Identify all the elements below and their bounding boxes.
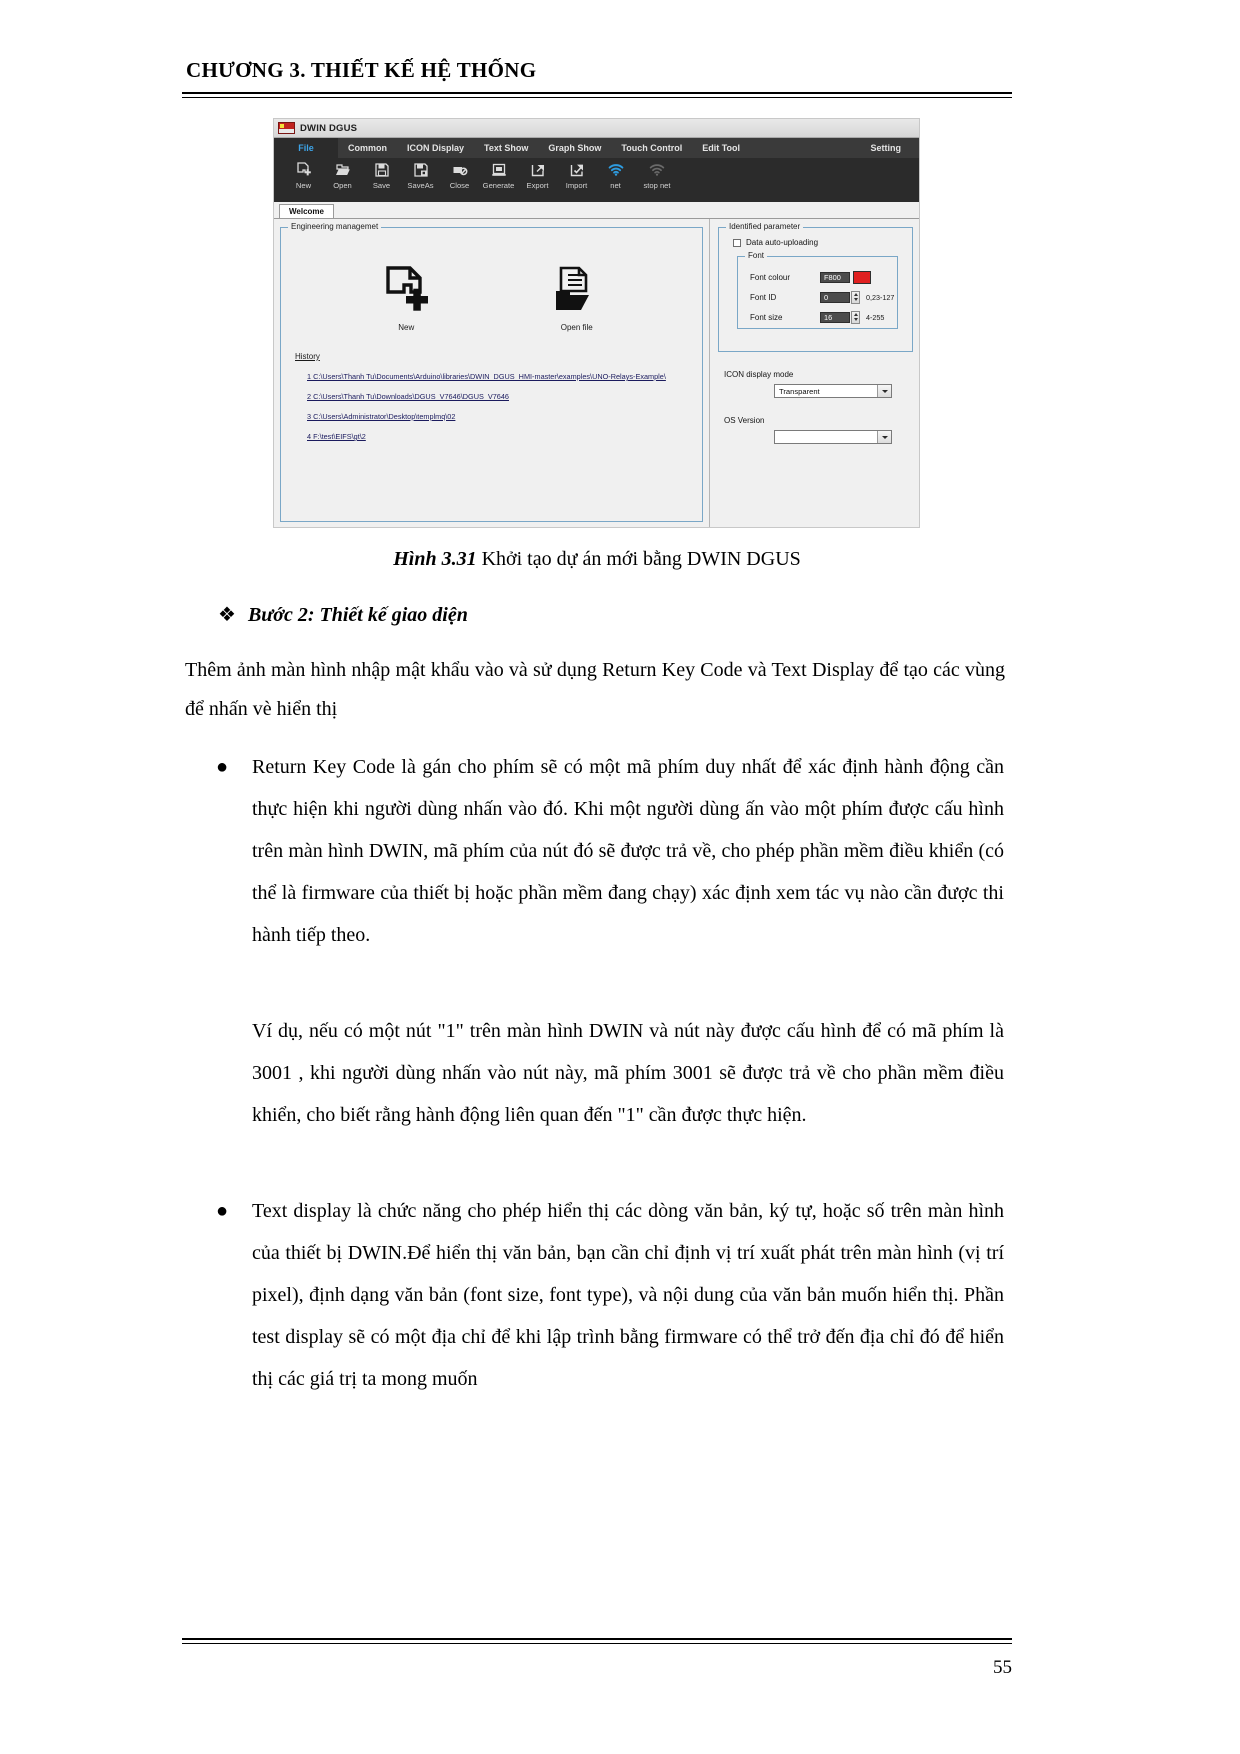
save-as-icon: [413, 161, 429, 179]
ribbon-net-button[interactable]: [596, 158, 635, 190]
ribbon-export-button[interactable]: [518, 158, 557, 190]
open-file-icon: [551, 264, 603, 316]
menu-edit-tool[interactable]: [692, 138, 750, 158]
ribbon-import-label: Import: [565, 181, 588, 190]
os-version-label: OS Version: [724, 416, 765, 425]
menu-touch-control[interactable]: [611, 138, 692, 158]
app-body: [274, 219, 919, 528]
font-colour-input[interactable]: F800: [820, 272, 850, 283]
history-item-1[interactable]: 1 C:\Users\Thanh Tu\Documents\Arduino\libraries\DWIN_DGUS_HMI-master\examples\UNO-Relays-Example\: [307, 372, 666, 381]
app-title: DWIN DGUS: [300, 122, 358, 134]
engineering-groupbox-title: Engineering managemet: [288, 222, 381, 231]
header-rule-thin: [182, 97, 1012, 98]
history-block: [281, 332, 702, 441]
wifi-on-icon: [608, 161, 624, 179]
figure-caption-text: Khởi tạo dự án mới bằng DWIN DGUS: [476, 548, 801, 570]
ribbon-export-label: Export: [526, 181, 549, 190]
ribbon-new-label: New: [295, 181, 312, 190]
step-heading: [218, 602, 468, 627]
icon-display-mode-select[interactable]: [774, 384, 892, 398]
chapter-header-text: CHƯƠNG 3. THIẾT KẾ HỆ THỐNG: [186, 58, 537, 82]
menu-touch-control-label: Touch Control: [621, 143, 683, 153]
ribbon-saveas-button[interactable]: [401, 158, 440, 190]
new-file-icon: [296, 161, 312, 179]
chevron-down-icon-2[interactable]: [877, 431, 891, 443]
app-titlebar: [274, 119, 919, 138]
save-disk-icon: [374, 161, 390, 179]
icon-display-mode-label: ICON display mode: [724, 370, 794, 379]
bullet-item-2-text: Text display là chức năng cho phép hiển thị các dòng văn bản, ký tự, hoặc số trên màn hình của thiết bị DWIN.Để hiển thị văn bản, bạn cần chỉ định vị trí xuất phát trên màn hình (vị trí pixel), định dạng văn bản (font size, font type), và nội dung của văn bản muốn hiển thị. Phần test display sẽ có một địa chỉ để khi lập trình bằng firmware có thể trở đến địa chỉ đó để hiển thị các giá trị ta mong muốn: [252, 1200, 1004, 1390]
step-heading-text: Bước 2: Thiết kế giao diện: [247, 604, 468, 626]
ribbon-generate-button[interactable]: [479, 158, 518, 190]
ribbon-close-label: Close: [449, 181, 470, 190]
import-icon: [569, 161, 585, 179]
bullet-item-1: [216, 746, 1004, 956]
chevron-down-icon[interactable]: [877, 385, 891, 397]
new-project-label: New: [398, 323, 415, 332]
ribbon-stopnet-label: stop net: [643, 181, 671, 190]
font-id-row: [738, 287, 897, 307]
figure-app-screenshot: [273, 118, 920, 528]
data-auto-uploading-checkbox[interactable]: [733, 239, 741, 247]
font-id-input[interactable]: 0: [820, 292, 850, 303]
history-item-2[interactable]: 2 C:\Users\Thanh Tu\Downloads\DGUS_V7646\DGUS_V7646: [307, 392, 509, 401]
chapter-header: [182, 58, 1012, 83]
identified-parameter-groupbox: [718, 222, 913, 352]
intro-paragraph: Thêm ảnh màn hình nhập mật khẩu vào và sử dụng Return Key Code và Text Display để tạo các vùng để nhấn vè hiển thị: [185, 659, 1005, 720]
ribbon-save-button[interactable]: [362, 158, 401, 190]
ribbon-saveas-label: SaveAs: [407, 181, 434, 190]
bullet-item-2: [216, 1190, 1004, 1400]
bullet-dot-icon-1: ●: [216, 756, 229, 778]
menu-setting-label: Setting: [870, 143, 901, 153]
close-icon: [452, 161, 468, 179]
menu-text-show[interactable]: [474, 138, 538, 158]
font-id-spinner[interactable]: [851, 291, 860, 304]
history-item-3[interactable]: 3 C:\Users\Administrator\Desktop\templmq\02: [307, 412, 456, 421]
menu-icon-display-label: ICON Display: [407, 143, 465, 153]
big-action-row: [281, 242, 702, 332]
footer-rule-thin: [182, 1643, 1012, 1644]
wifi-off-icon: [649, 161, 665, 179]
font-colour-row: [738, 267, 897, 287]
open-folder-icon: [335, 161, 351, 179]
font-size-input[interactable]: 16: [820, 312, 850, 323]
font-id-label: Font ID: [750, 292, 777, 302]
bullet-item-1-text: Return Key Code là gán cho phím sẽ có một mã phím duy nhất để xác định hành động cần thực hiện khi người dùng nhấn vào đó. Khi một người dùng ấn vào một phím được cấu hình trên màn hình DWIN, mã phím của nút đó sẽ được trả về, cho phép phần mềm điều khiển (có thể là firmware của thiết bị hoặc phần mềm đang chạy) xác định xem tác vụ nào cần được thi hành tiếp theo.: [252, 756, 1004, 946]
os-version-select[interactable]: [774, 430, 892, 444]
menu-setting[interactable]: [861, 138, 920, 158]
new-project-icon: [380, 264, 432, 316]
ribbon-import-button[interactable]: [557, 158, 596, 190]
header-rule-thick: [182, 92, 1012, 94]
menu-common-label: Common: [348, 143, 387, 153]
generate-icon: [491, 161, 507, 179]
example-paragraph: Ví dụ, nếu có một nút "1" trên màn hình DWIN và nút này được cấu hình để có mã phím là 3001 , khi người dùng nhấn vào nút này, mã phím 3001 sẽ được trả về cho phần mềm điều khiển, cho biết rằng hành động liên quan đến "1" cần được thực hiện.: [252, 1020, 1004, 1126]
footer-rule-thick: [182, 1638, 1012, 1640]
engineering-management-panel: [274, 219, 709, 528]
tab-welcome[interactable]: [279, 204, 334, 218]
ribbon-open-button[interactable]: [323, 158, 362, 190]
ribbon-generate-label: Generate: [482, 181, 515, 190]
bullet-dot-icon-2: ●: [216, 1200, 229, 1222]
open-file-button[interactable]: [522, 264, 632, 332]
font-size-hint: 4-255: [866, 312, 885, 322]
font-id-hint: 0,23-127: [866, 292, 895, 302]
menu-text-show-label: Text Show: [484, 143, 529, 153]
history-item-4[interactable]: 4 F:\test\EIFS\gt\2: [307, 432, 366, 441]
data-auto-uploading-row[interactable]: [727, 238, 904, 247]
menu-graph-show-label: Graph Show: [548, 143, 602, 153]
dwin-logo-icon: [278, 122, 295, 134]
open-file-label: Open file: [560, 323, 593, 332]
menu-common[interactable]: [338, 138, 397, 158]
menu-edit-tool-label: Edit Tool: [702, 143, 741, 153]
menu-file[interactable]: [274, 138, 338, 158]
engineering-groupbox: [280, 222, 703, 522]
menu-icon-display[interactable]: [397, 138, 474, 158]
font-size-label: Font size: [750, 312, 783, 322]
menu-graph-show[interactable]: [538, 138, 611, 158]
history-title: History: [295, 352, 320, 361]
font-groupbox-title: Font: [745, 251, 767, 260]
font-groupbox: [737, 251, 898, 329]
ribbon-open-label: Open: [333, 181, 352, 190]
app-menubar: [274, 138, 919, 158]
page-number: 55: [993, 1657, 1012, 1678]
data-auto-uploading-label: Data auto-uploading: [746, 238, 819, 247]
ribbon-stopnet-button[interactable]: [635, 158, 679, 190]
app-tabstrip: [274, 202, 919, 219]
font-colour-swatch[interactable]: [853, 271, 871, 284]
font-size-spinner[interactable]: [851, 311, 860, 324]
new-project-button[interactable]: [351, 264, 461, 332]
identified-parameter-title: Identified parameter: [726, 222, 803, 231]
diamond-bullet-icon: ❖: [218, 604, 236, 626]
app-ribbon-toolbar: [274, 158, 919, 202]
export-icon: [530, 161, 546, 179]
font-colour-label: Font colour: [750, 272, 791, 282]
ribbon-close-button[interactable]: [440, 158, 479, 190]
ribbon-net-label: net: [610, 181, 621, 190]
ribbon-new-button[interactable]: [284, 158, 323, 190]
menubar-spacer: [750, 138, 860, 158]
tab-welcome-label: Welcome: [289, 207, 324, 216]
identified-parameter-panel: [709, 219, 919, 528]
font-size-row: [738, 307, 897, 327]
ribbon-save-label: Save: [372, 181, 391, 190]
icon-display-mode-value: Transparent: [779, 386, 820, 396]
menu-file-label: File: [298, 143, 314, 153]
figure-caption: [182, 548, 1012, 571]
figure-caption-label: Hình 3.31: [393, 548, 477, 570]
